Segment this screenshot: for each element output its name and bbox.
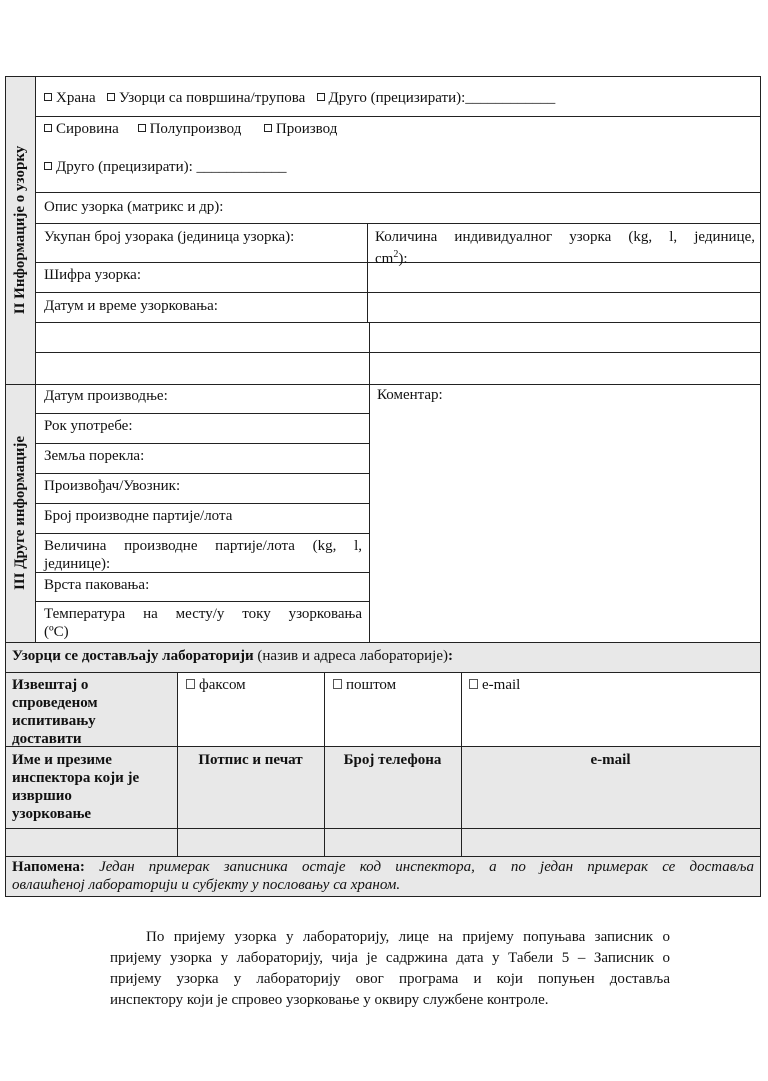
sample-code-label: Шифра узорка: <box>44 267 142 283</box>
checkbox-email[interactable] <box>469 679 478 689</box>
note: Напомена: Један примерак записника остаје код инспектора, а по један примерак се доставља овлашћеној лабораторији и субјекту у пословању са храном. <box>12 859 754 893</box>
rule <box>5 76 6 896</box>
checkbox-fax[interactable] <box>186 679 195 689</box>
rule <box>5 384 761 385</box>
report-post-option: поштом <box>333 676 396 695</box>
rule <box>5 76 761 77</box>
temperature-label: Температура на месту/у току узорковања (ºC) <box>44 606 362 640</box>
rule <box>35 473 369 474</box>
delivery-label: Узорци се достављају лабораторији (назив и адреса лабораторије): <box>12 648 453 664</box>
rule <box>35 443 369 444</box>
description-label: Опис узорка (матрикс и др): <box>44 199 224 215</box>
body-paragraph: По пријему узорка у лабораторију, лице на пријему попуњава записник о пријему узорка у лабораторију, чија је садржина дата у Табели 5 – Записник о пријему узорка у лабораторију овог програма и који попуњен доставља инспектору који је спровео узорковање у оквиру службене контроле. <box>110 929 670 1008</box>
rule <box>5 642 761 643</box>
product-stage-row: Сировина Полупроизвод Производ <box>44 120 337 139</box>
comment-label: Коментар: <box>377 387 443 403</box>
section2-label: II Информације о узорку <box>12 145 28 315</box>
report-label: Извештај о спроведеном испитивању доставити <box>12 677 98 747</box>
inspector-label: Име и презиме инспектора који је извршио узорковање <box>12 752 140 822</box>
report-fax-option: факсом <box>186 676 246 695</box>
rule <box>5 896 761 897</box>
rule <box>760 76 761 896</box>
lot-size-label: Величина производне партије/лота (kg, l, јединице): <box>44 538 362 572</box>
rule <box>367 223 368 323</box>
phone-header: Број телефона <box>343 752 442 768</box>
lot-number-label: Број производне партије/лота <box>44 508 233 524</box>
producer-label: Произвођач/Увозник: <box>44 478 181 494</box>
checkbox-product[interactable] <box>264 124 272 132</box>
origin-label: Земља порекла: <box>44 448 145 464</box>
rule <box>35 76 36 642</box>
checkbox-post[interactable] <box>333 679 342 689</box>
rule <box>35 116 761 117</box>
checkbox-other-stage[interactable] <box>44 162 52 170</box>
rule <box>5 856 761 857</box>
rule <box>35 503 369 504</box>
email-header: e-mail <box>590 752 631 768</box>
empty-row-bg <box>5 828 761 856</box>
expiry-label: Рок употребе: <box>44 418 133 434</box>
checkbox-semi[interactable] <box>138 124 146 132</box>
sample-type-row: Храна Узорци са површина/трупова Друго (прецизирати):____________ <box>44 89 555 108</box>
rule <box>35 601 369 602</box>
individual-qty-label: Количина индивидуалног узорка (kg, l, јединице, $cm^2$): <box>375 229 755 267</box>
rule <box>35 352 761 353</box>
total-samples-label: Укупан број узорака (јединица узорка): <box>44 229 295 245</box>
rule <box>35 292 761 293</box>
checkbox-surfaces[interactable] <box>107 93 115 101</box>
checkbox-raw[interactable] <box>44 124 52 132</box>
rule <box>5 828 761 829</box>
signature-header: Потпис и печат <box>198 752 303 768</box>
rule <box>35 413 369 414</box>
rule <box>35 322 761 323</box>
checkbox-other-type[interactable] <box>317 93 325 101</box>
packaging-label: Врста паковања: <box>44 577 150 593</box>
rule <box>35 533 369 534</box>
section3-label: III Друге информације <box>12 435 28 591</box>
other-stage-row: Друго (прецизирати): ____________ <box>44 158 287 177</box>
rule <box>369 322 370 642</box>
production-date-label: Датум производње: <box>44 388 168 404</box>
report-email-option: e-mail <box>469 676 520 695</box>
rule <box>35 223 761 224</box>
sampling-datetime-label: Датум и време узорковања: <box>44 298 218 314</box>
rule <box>5 672 761 673</box>
checkbox-food[interactable] <box>44 93 52 101</box>
rule <box>35 192 761 193</box>
